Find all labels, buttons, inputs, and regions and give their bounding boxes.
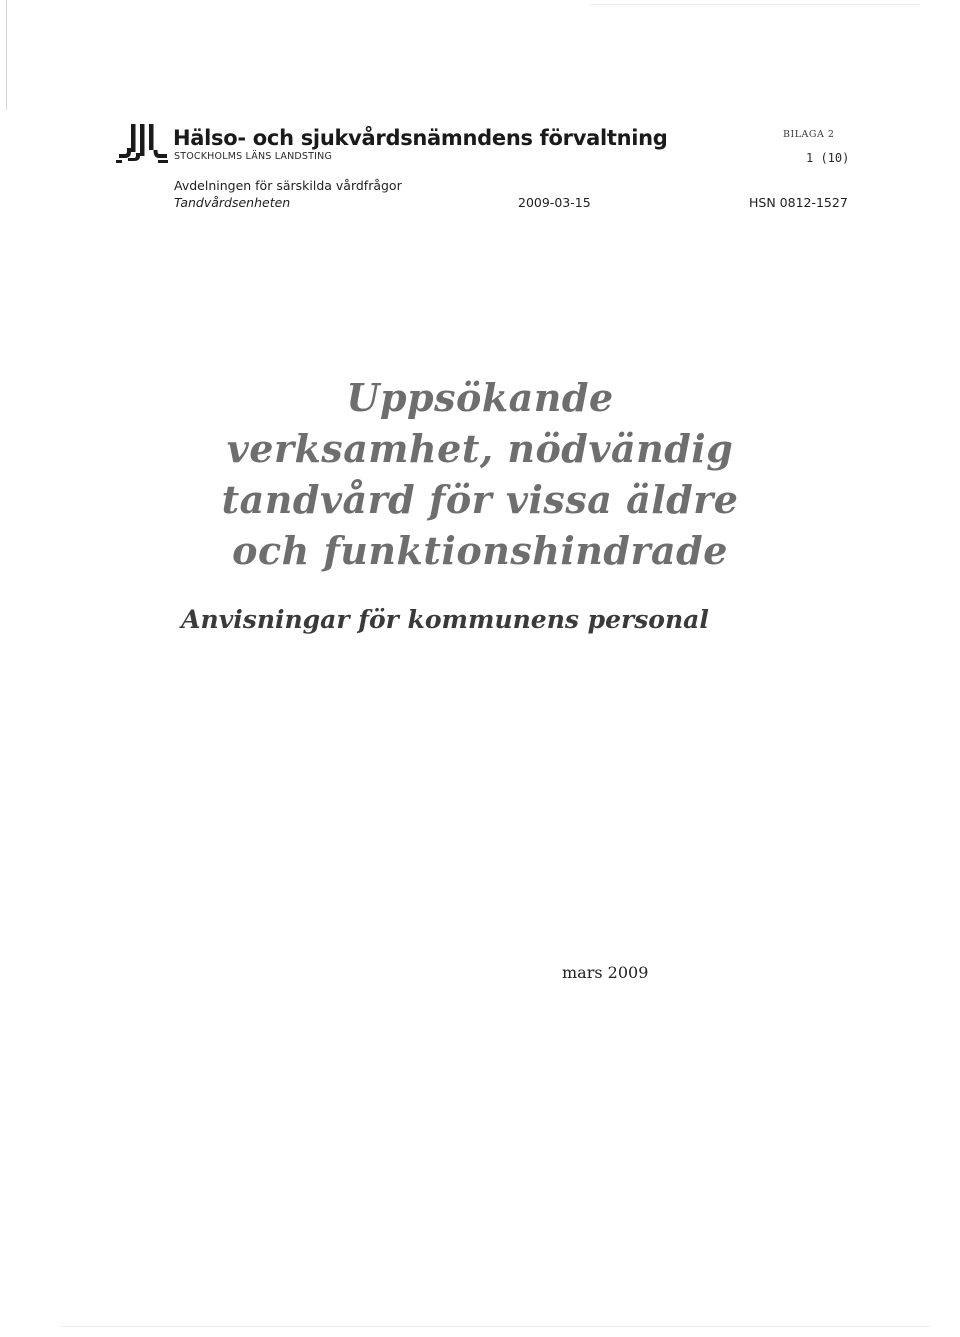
title-line: tandvård för vissa äldre <box>221 477 739 522</box>
publication-date: mars 2009 <box>562 963 649 982</box>
unit-name: Tandvårdsenheten <box>174 195 291 210</box>
stockholm-county-council-logo-icon <box>116 120 168 164</box>
scan-edge-top <box>590 4 920 5</box>
title-line: verksamhet, nödvändig <box>226 426 734 471</box>
title-line: och funktionshindrade <box>232 528 728 573</box>
reference-number: HSN 0812-1527 <box>749 195 848 210</box>
organization-name: Hälso- och sjukvårdsnämndens förvaltning <box>173 126 668 150</box>
title-line: Uppsökande <box>346 375 614 420</box>
annex-label: BILAGA 2 <box>783 129 835 140</box>
document-title <box>0 372 960 576</box>
organization-subtitle: STOCKHOLMS LÄNS LANDSTING <box>174 151 333 162</box>
scan-edge-bottom <box>60 1326 930 1327</box>
page-number: 1 (10) <box>806 151 850 165</box>
document-date: 2009-03-15 <box>518 195 591 210</box>
scan-edge-left <box>6 0 7 110</box>
document-subtitle: Anvisningar för kommunens personal <box>181 605 709 634</box>
department-name: Avdelningen för särskilda vårdfrågor <box>174 178 402 193</box>
